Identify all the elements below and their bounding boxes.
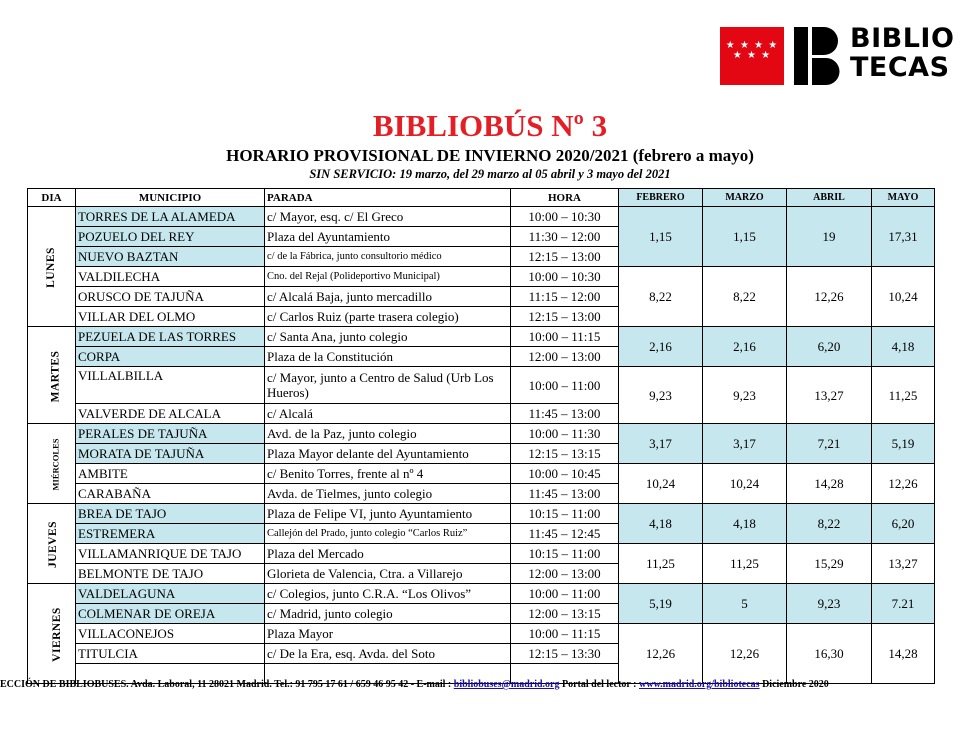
footer-address: ECCIÓN DE BIBLIOBUSES. Avda. Laboral, 11 28021 Madrid. Tel.: 91 795 17 61 / 659 46 95 42 - E-mail : bbox=[0, 679, 454, 690]
hora-cell: 12:00 – 13:15 bbox=[511, 604, 619, 624]
parada-cell: Plaza de la Constitución bbox=[265, 347, 511, 367]
parada-cell: c/ Carlos Ruiz (parte trasera colegio) bbox=[265, 307, 511, 327]
parada-cell: c/ Mayor, esq. c/ El Greco bbox=[265, 207, 511, 227]
table-row bbox=[28, 367, 935, 404]
febrero-cell: 5,19 bbox=[619, 584, 703, 624]
header-febrero: FEBRERO bbox=[619, 189, 703, 207]
parada-cell: c/ Alcalá Baja, junto mercadillo bbox=[265, 287, 511, 307]
municipio-cell: CARABAÑA bbox=[76, 484, 265, 504]
municipio-cell: POZUELO DEL REY bbox=[76, 227, 265, 247]
mayo-cell: 6,20 bbox=[872, 504, 935, 544]
mayo-cell: 13,27 bbox=[872, 544, 935, 584]
municipio-cell: MORATA DE TAJUÑA bbox=[76, 444, 265, 464]
parada-cell: c/ Benito Torres, frente al nº 4 bbox=[265, 464, 511, 484]
schedule-table bbox=[27, 188, 935, 684]
febrero-cell: 10,24 bbox=[619, 464, 703, 504]
municipio-cell: VALDILECHA bbox=[76, 267, 265, 287]
hora-cell: 10:00 – 11:00 bbox=[511, 584, 619, 604]
municipio-cell: NUEVO BAZTAN bbox=[76, 247, 265, 267]
municipio-cell: ESTREMERA bbox=[76, 524, 265, 544]
no-service-notice: SIN SERVICIO: 19 marzo, del 29 marzo al 05 abril y 3 mayo del 2021 bbox=[309, 167, 671, 181]
day-label: LUNES bbox=[44, 247, 57, 288]
header-abril: ABRIL bbox=[787, 189, 872, 207]
day-cell-miercoles bbox=[28, 424, 76, 504]
municipio-cell: VALDELAGUNA bbox=[76, 584, 265, 604]
comunidad-madrid-flag-logo bbox=[720, 27, 784, 85]
day-label: MARTES bbox=[49, 350, 62, 402]
abril-cell: 14,28 bbox=[787, 464, 872, 504]
abril-cell: 8,22 bbox=[787, 504, 872, 544]
hora-cell: 11:30 – 12:00 bbox=[511, 227, 619, 247]
page-title: BIBLIOBÚS Nº 3 bbox=[372, 108, 608, 143]
municipio-cell: COLMENAR DE OREJA bbox=[76, 604, 265, 624]
municipio-cell: VILLAR DEL OLMO bbox=[76, 307, 265, 327]
parada-cell: c/ Alcalá bbox=[265, 404, 511, 424]
municipio-cell: BREA DE TAJO bbox=[76, 504, 265, 524]
hora-cell: 10:00 – 11:00 bbox=[511, 367, 619, 404]
footer-portal-label: Portal del lector : bbox=[559, 679, 639, 690]
hora-cell: 12:00 – 13:00 bbox=[511, 564, 619, 584]
municipio-cell: ORUSCO DE TAJUÑA bbox=[76, 287, 265, 307]
hora-cell: 10:15 – 11:00 bbox=[511, 544, 619, 564]
parada-cell: c/ De la Era, esq. Avda. del Soto bbox=[265, 644, 511, 664]
parada-cell: c/ de la Fábrica, junto consultorio médico bbox=[265, 247, 511, 267]
parada-cell: c/ Mayor, junto a Centro de Salud (Urb Los Hueros) bbox=[265, 367, 511, 404]
febrero-cell: 12,26 bbox=[619, 624, 703, 684]
hora-cell: 11:45 – 12:45 bbox=[511, 524, 619, 544]
day-label: MIÉRCOLES bbox=[50, 438, 61, 491]
mayo-cell: 12,26 bbox=[872, 464, 935, 504]
municipio-cell: BELMONTE DE TAJO bbox=[76, 564, 265, 584]
flag-stars-icon: ★ ★ ★ ★ ★ ★ ★ bbox=[725, 40, 779, 61]
day-cell-martes bbox=[28, 327, 76, 424]
hora-cell: 11:45 – 13:00 bbox=[511, 404, 619, 424]
municipio-cell: VILLACONEJOS bbox=[76, 624, 265, 644]
header-marzo: MARZO bbox=[703, 189, 787, 207]
abril-cell: 15,29 bbox=[787, 544, 872, 584]
hora-cell: 10:00 – 10:45 bbox=[511, 464, 619, 484]
abril-cell: 19 bbox=[787, 207, 872, 267]
table-row bbox=[28, 267, 935, 287]
bibliotecas-wordmark bbox=[850, 24, 954, 82]
mayo-cell: 4,18 bbox=[872, 327, 935, 367]
hora-cell: 10:00 – 11:30 bbox=[511, 424, 619, 444]
parada-cell: Plaza Mayor bbox=[265, 624, 511, 644]
municipio-cell: CORPA bbox=[76, 347, 265, 367]
parada-cell: c/ Colegios, junto C.R.A. “Los Olivos” bbox=[265, 584, 511, 604]
municipio-cell: VALVERDE DE ALCALA bbox=[76, 404, 265, 424]
mayo-cell: 10,24 bbox=[872, 267, 935, 327]
municipio-cell: VILLAMANRIQUE DE TAJO bbox=[76, 544, 265, 564]
marzo-cell: 8,22 bbox=[703, 267, 787, 327]
parada-cell: c/ Santa Ana, junto colegio bbox=[265, 327, 511, 347]
marzo-cell: 12,26 bbox=[703, 624, 787, 684]
parada-cell: Plaza del Mercado bbox=[265, 544, 511, 564]
marzo-cell: 1,15 bbox=[703, 207, 787, 267]
febrero-cell: 1,15 bbox=[619, 207, 703, 267]
marzo-cell: 11,25 bbox=[703, 544, 787, 584]
febrero-cell: 8,22 bbox=[619, 267, 703, 327]
parada-cell: Plaza Mayor delante del Ayuntamiento bbox=[265, 444, 511, 464]
hora-cell: 10:00 – 11:15 bbox=[511, 624, 619, 644]
table-row bbox=[28, 464, 935, 484]
hora-cell: 10:00 – 11:15 bbox=[511, 327, 619, 347]
febrero-cell: 4,18 bbox=[619, 504, 703, 544]
hora-cell: 11:45 – 13:00 bbox=[511, 484, 619, 504]
hora-cell: 12:15 – 13:15 bbox=[511, 444, 619, 464]
table-row bbox=[28, 584, 935, 604]
hora-cell: 12:15 – 13:00 bbox=[511, 307, 619, 327]
wordmark-line-1: BIBLIO bbox=[850, 23, 955, 54]
day-label: JUEVES bbox=[47, 520, 60, 569]
parada-cell: Glorieta de Valencia, Ctra. a Villarejo bbox=[265, 564, 511, 584]
table-row bbox=[28, 544, 935, 564]
day-cell-jueves bbox=[28, 504, 76, 584]
day-cell-viernes bbox=[28, 584, 76, 684]
marzo-cell: 9,23 bbox=[703, 367, 787, 424]
febrero-cell: 9,23 bbox=[619, 367, 703, 424]
parada-cell: Avda. de Tielmes, junto colegio bbox=[265, 484, 511, 504]
hora-cell: 11:15 – 12:00 bbox=[511, 287, 619, 307]
municipio-cell: PERALES DE TAJUÑA bbox=[76, 424, 265, 444]
table-row bbox=[28, 504, 935, 524]
parada-cell: Callejón del Prado, junto colegio “Carlos Ruiz” bbox=[265, 524, 511, 544]
febrero-cell: 2,16 bbox=[619, 327, 703, 367]
municipio-cell: PEZUELA DE LAS TORRES bbox=[76, 327, 265, 347]
municipio-cell: VILLALBILLA bbox=[76, 367, 265, 404]
abril-cell: 13,27 bbox=[787, 367, 872, 424]
hora-cell: 12:15 – 13:30 bbox=[511, 644, 619, 664]
header-dia: DIA bbox=[28, 189, 76, 207]
page-subtitle: HORARIO PROVISIONAL DE INVIERNO 2020/2021 (febrero a mayo) bbox=[226, 146, 754, 165]
parada-cell: Cno. del Rejal (Polideportivo Municipal) bbox=[265, 267, 511, 287]
bibliotecas-b-logo-icon bbox=[794, 27, 842, 85]
footer-email-link[interactable]: bibliobuses@madrid.org bbox=[453, 679, 560, 690]
hora-cell: 10:15 – 11:00 bbox=[511, 504, 619, 524]
marzo-cell: 3,17 bbox=[703, 424, 787, 464]
table-row bbox=[28, 207, 935, 227]
hora-cell: 12:00 – 13:00 bbox=[511, 347, 619, 367]
mayo-cell: 5,19 bbox=[872, 424, 935, 464]
parada-cell: Avd. de la Paz, junto colegio bbox=[265, 424, 511, 444]
abril-cell: 7,21 bbox=[787, 424, 872, 464]
mayo-cell: 11,25 bbox=[872, 367, 935, 424]
parada-cell: c/ Madrid, junto colegio bbox=[265, 604, 511, 624]
abril-cell: 9,23 bbox=[787, 584, 872, 624]
mayo-cell: 17,31 bbox=[872, 207, 935, 267]
header-hora: HORA bbox=[511, 189, 619, 207]
header-mayo: MAYO bbox=[872, 189, 935, 207]
hora-cell: 10:00 – 10:30 bbox=[511, 207, 619, 227]
parada-cell: Plaza del Ayuntamiento bbox=[265, 227, 511, 247]
header-municipio: MUNICIPIO bbox=[76, 189, 265, 207]
mayo-cell: 14,28 bbox=[872, 624, 935, 684]
table-row bbox=[28, 624, 935, 644]
abril-cell: 16,30 bbox=[787, 624, 872, 684]
municipio-cell: AMBITE bbox=[76, 464, 265, 484]
table-row bbox=[28, 424, 935, 444]
abril-cell: 6,20 bbox=[787, 327, 872, 367]
marzo-cell: 10,24 bbox=[703, 464, 787, 504]
day-cell-lunes bbox=[28, 207, 76, 327]
footer-web-link[interactable]: www.madrid.org/bibliotecas bbox=[639, 679, 760, 690]
febrero-cell: 3,17 bbox=[619, 424, 703, 464]
table-header-row bbox=[28, 189, 935, 207]
febrero-cell: 11,25 bbox=[619, 544, 703, 584]
hora-cell: 10:00 – 10:30 bbox=[511, 267, 619, 287]
mayo-cell: 7.21 bbox=[872, 584, 935, 624]
footer-date: Diciembre 2020 bbox=[759, 679, 829, 690]
parada-cell: Plaza de Felipe VI, junto Ayuntamiento bbox=[265, 504, 511, 524]
marzo-cell: 5 bbox=[703, 584, 787, 624]
municipio-cell: TORRES DE LA ALAMEDA bbox=[76, 207, 265, 227]
marzo-cell: 2,16 bbox=[703, 327, 787, 367]
hora-cell: 12:15 – 13:00 bbox=[511, 247, 619, 267]
header-parada: PARADA bbox=[265, 189, 511, 207]
wordmark-line-2: TECAS bbox=[850, 52, 950, 83]
municipio-cell: TITULCIA bbox=[76, 644, 265, 664]
table-row bbox=[28, 327, 935, 347]
abril-cell: 12,26 bbox=[787, 267, 872, 327]
marzo-cell: 4,18 bbox=[703, 504, 787, 544]
day-label: VIERNES bbox=[50, 607, 63, 662]
footer bbox=[0, 679, 980, 690]
